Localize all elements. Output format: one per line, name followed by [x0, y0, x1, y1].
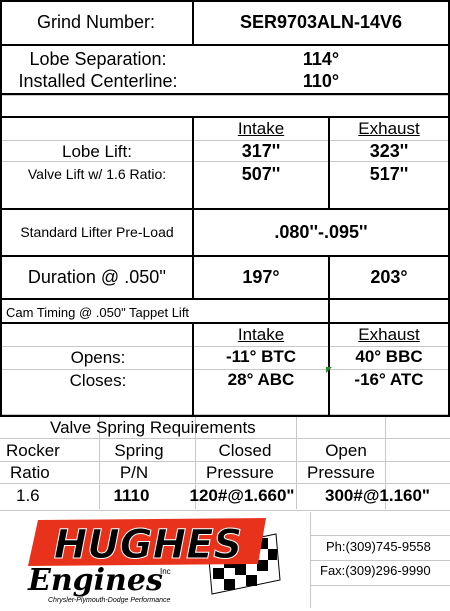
closes-exhaust: -16° ATC — [354, 370, 424, 389]
grind-number-label: Grind Number: — [36, 12, 156, 32]
border — [0, 415, 450, 417]
fax-number: Fax:(309)296-9990 — [320, 563, 431, 578]
cam-timing-label: Cam Timing @ .050" Tappet Lift — [6, 305, 190, 320]
border — [0, 208, 450, 210]
hughes-engines-logo — [8, 514, 308, 606]
lift-exhaust-header: Exhaust — [358, 119, 420, 138]
duration-exhaust: 203° — [370, 267, 408, 287]
installed-centerline-label: Installed Centerline: — [18, 71, 178, 91]
valve-lift-exhaust: 517'' — [369, 164, 409, 184]
valve-lift-intake: 507'' — [241, 164, 281, 184]
timing-exhaust-header: Exhaust — [358, 325, 420, 344]
spring-pn-value: 1110 — [113, 486, 150, 505]
gridline — [0, 510, 450, 511]
logo-word-engines: Engines — [28, 563, 163, 598]
closes-intake: 28° ABC — [227, 370, 295, 389]
rocker-header: Rocker — [6, 441, 60, 460]
cell-marker-icon — [326, 367, 332, 373]
lobe-separation-value: 114° — [302, 49, 340, 69]
border — [0, 116, 450, 118]
border — [0, 298, 450, 300]
gridline — [0, 161, 450, 162]
open-pressure-value: 300#@1.160" — [325, 486, 430, 505]
logo-inc: Inc — [160, 567, 171, 576]
border — [0, 322, 450, 324]
lobe-separation-label: Lobe Separation: — [29, 49, 167, 69]
duration-label: Duration @ .050'' — [27, 267, 167, 287]
spring-pn-header: P/N — [119, 463, 149, 482]
preload-value: .080''-.095'' — [274, 222, 368, 242]
preload-label: Standard Lifter Pre-Load — [20, 224, 174, 240]
lobe-lift-label: Lobe Lift: — [62, 142, 132, 161]
gridline — [310, 585, 450, 586]
border — [0, 44, 450, 46]
closed-header: Closed — [218, 441, 272, 460]
gridline — [0, 438, 450, 439]
rocker-ratio-value: 1.6 — [16, 486, 40, 505]
gridline — [0, 483, 450, 484]
logo-tagline: Chrysler-Plymouth-Dodge Performance — [48, 597, 171, 604]
grind-number-value: SER9703ALN-14V6 — [239, 12, 403, 32]
logo-word-hughes: HUGHES — [53, 522, 243, 568]
gridline — [310, 535, 450, 536]
border — [0, 93, 450, 95]
gridline — [0, 461, 450, 462]
lobe-lift-exhaust: 323'' — [369, 141, 409, 161]
installed-centerline-value: 110° — [302, 71, 340, 91]
open-pressure-header: Pressure — [306, 463, 376, 482]
lobe-lift-intake: 317'' — [241, 141, 281, 161]
closes-label: Closes: — [69, 371, 127, 390]
phone-number: Ph:(309)745-9558 — [326, 539, 431, 554]
lift-intake-header: Intake — [237, 119, 285, 138]
opens-label: Opens: — [70, 348, 126, 367]
open-header: Open — [325, 441, 367, 460]
border — [0, 0, 450, 2]
closed-pressure-header: Pressure — [205, 463, 275, 482]
spring-header: Spring — [114, 441, 164, 460]
valve-lift-label: Valve Lift w/ 1.6 Ratio: — [27, 166, 167, 182]
opens-exhaust: 40° BBC — [355, 347, 423, 366]
border — [0, 255, 450, 257]
ratio-header: Ratio — [10, 463, 50, 482]
closed-pressure-value: 120#@1.660" — [189, 486, 295, 505]
gridline — [310, 560, 450, 561]
gridline — [0, 95, 450, 96]
duration-intake: 197° — [242, 267, 280, 287]
springs-title: Valve Spring Requirements — [50, 418, 256, 437]
gridline — [310, 512, 311, 608]
opens-intake: -11° BTC — [225, 347, 297, 366]
timing-intake-header: Intake — [237, 325, 285, 344]
